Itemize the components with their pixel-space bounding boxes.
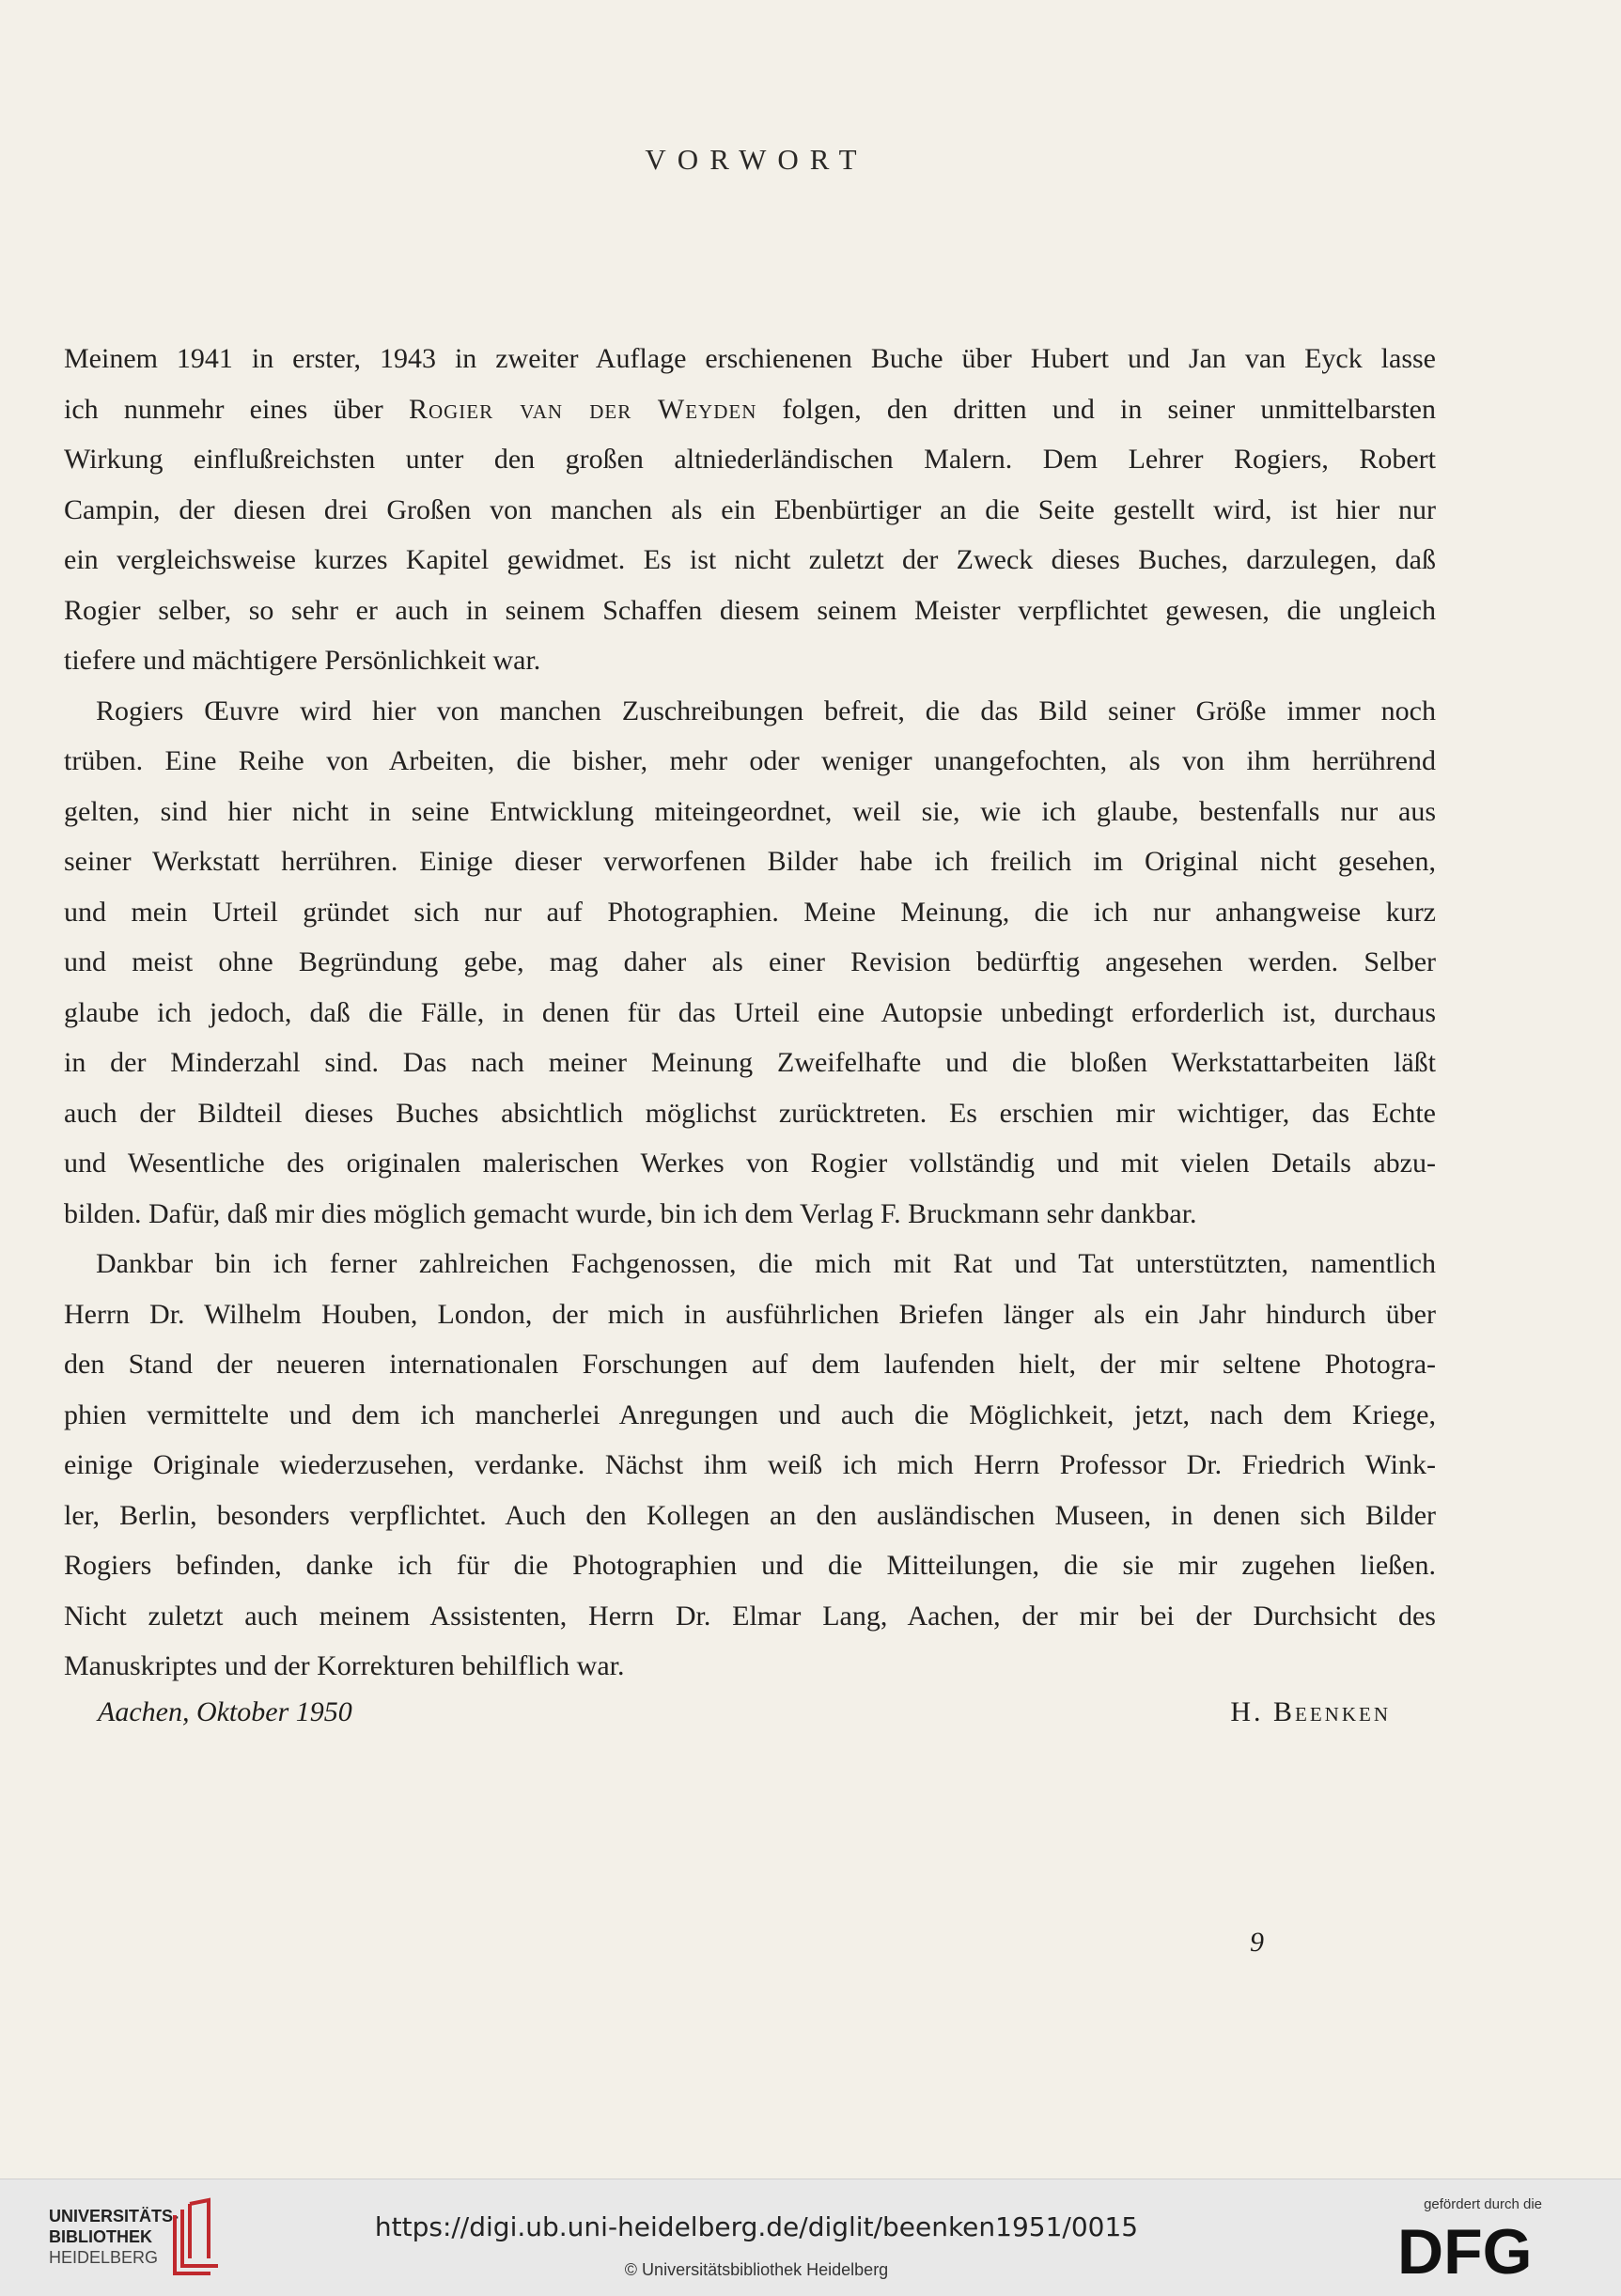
painter-name: Rogier van der Weyden	[408, 393, 757, 425]
text-line: ler, Berlin, besonders verpflichtet. Auch den Kollegen an den ausländischen Museen, in denen sich Bilder	[64, 1499, 1436, 1531]
text-line: Rogiers befinden, danke ich für die Photographien und die Mitteilungen, die sie mir zugehen ließen.	[64, 1550, 1436, 1581]
text-line: und meist ohne Begründung gebe, mag daher als einer Revision bedürftig angesehen werden. Selber	[64, 946, 1436, 977]
dfg-logo-text: DFG	[1397, 2216, 1533, 2283]
text-line: bilden. Dafür, daß mir dies möglich gemacht wurde, bin ich dem Verlag F. Bruckmann sehr dankbar.	[64, 1197, 1197, 1229]
text-line: Dankbar bin ich ferner zahlreichen Fachgenossen, die mich mit Rat und Tat unterstützten, namentlich	[96, 1248, 1436, 1279]
text-line: auch der Bildteil dieses Buches absichtlich möglichst zurücktreten. Es erschien mir wichtiger, das Echte	[64, 1097, 1436, 1129]
text-line: trüben. Eine Reihe von Arbeiten, die bisher, mehr oder weniger unangefochten, als von ihm herrührend	[64, 745, 1436, 776]
paragraph	[64, 686, 1436, 1240]
signature-row	[98, 1696, 1391, 1728]
page-title: VORWORT	[645, 143, 868, 176]
place-date: Aachen, Oktober 1950	[98, 1696, 352, 1727]
text-line: gelten, sind hier nicht in seine Entwicklung miteingeordnet, weil sie, wie ich glaube, bestenfalls nur aus	[64, 795, 1436, 827]
text-line: Manuskriptes und der Korrekturen behilflich war.	[64, 1650, 625, 1681]
copyright-text: © Universitätsbibliothek Heidelberg	[624, 2260, 889, 2279]
text-line: Nicht zuletzt auch meinem Assistenten, Herrn Dr. Elmar Lang, Aachen, der mir bei der Durchsicht des	[64, 1600, 1436, 1632]
library-name-line: HEIDELBERG	[49, 2248, 159, 2267]
text-line: in der Minderzahl sind. Das nach meiner Meinung Zweifelhafte und die bloßen Werkstattarbeiten läßt	[64, 1047, 1436, 1078]
text-line: Rogiers Œuvre wird hier von manchen Zuschreibungen befreit, die das Bild seiner Größe immer noch	[96, 695, 1436, 726]
text-segment: folgen, den dritten und in seiner unmittelbarsten	[756, 393, 1436, 425]
text-line: Herrn Dr. Wilhelm Houben, London, der mich in ausführlichen Briefen länger als ein Jahr hindurch über	[64, 1298, 1436, 1330]
text-line: Rogier selber, so sehr er auch in seinem Schaffen diesem seinem Meister verpflichtet gewesen, die ungleich	[64, 594, 1436, 626]
text-segment: ich nunmehr eines über	[64, 393, 409, 425]
footer-bar	[0, 2179, 1621, 2296]
text-line: glaube ich jedoch, daß die Fälle, in denen für das Urteil eine Autopsie unbedingt erforderlich ist, durchaus	[64, 996, 1436, 1028]
paragraph	[64, 1239, 1436, 1692]
text-line: und Wesentliche des originalen malerischen Werkes von Rogier vollständig und mit vielen Details abzu-	[64, 1148, 1436, 1179]
text-line: phien vermittelte und dem ich mancherlei Anregungen und auch die Möglichkeit, jetzt, nach dem Kriege,	[64, 1398, 1436, 1430]
library-name-line: BIBLIOTHEK	[49, 2227, 152, 2246]
text-line: einige Originale wiederzusehen, verdanke. Nächst ihm weiß ich mich Herrn Professor Dr. Friedrich Wink-	[64, 1449, 1436, 1480]
dfg-logo-icon	[1397, 2215, 1557, 2283]
funding-label: gefördert durch die	[1424, 2196, 1542, 2212]
text-line: Wirkung einflußreichsten unter den großen altniederländischen Malern. Dem Lehrer Rogiers, Robert	[64, 444, 1436, 475]
author-name: H. Beenken	[1230, 1696, 1391, 1727]
library-name-line: UNIVERSITÄTS-	[49, 2207, 179, 2226]
paragraph	[64, 334, 1436, 686]
text-line: Campin, der diesen drei Großen von manchen als ein Ebenbürtiger an die Seite gestellt wird, ist hier nur	[64, 493, 1436, 525]
text-line: und mein Urteil gründet sich nur auf Photographien. Meine Meinung, die ich nur anhangweise kurz	[64, 896, 1436, 928]
text-line: tiefere und mächtigere Persönlichkeit war.	[64, 645, 541, 676]
text-line: ein vergleichsweise kurzes Kapitel gewidmet. Es ist nicht zuletzt der Zweck dieses Buches, darzulegen, daß	[64, 544, 1436, 575]
text-line: Meinem 1941 in erster, 1943 in zweiter Auflage erschienenen Buche über Hubert und Jan van Eyck lasse	[64, 343, 1436, 374]
text-line	[64, 384, 1436, 435]
preface-body	[64, 334, 1436, 1692]
text-line: den Stand der neueren internationalen Forschungen auf dem laufenden hielt, der mir seltene Photogra-	[64, 1349, 1436, 1380]
text-line: seiner Werkstatt herrühren. Einige dieser verworfenen Bilder habe ich freilich im Original nicht gesehen,	[64, 846, 1436, 877]
document-url-link[interactable]: https://digi.ub.uni-heidelberg.de/diglit/beenken1951/0015	[374, 2211, 1139, 2242]
page-number: 9	[1250, 1927, 1264, 1958]
